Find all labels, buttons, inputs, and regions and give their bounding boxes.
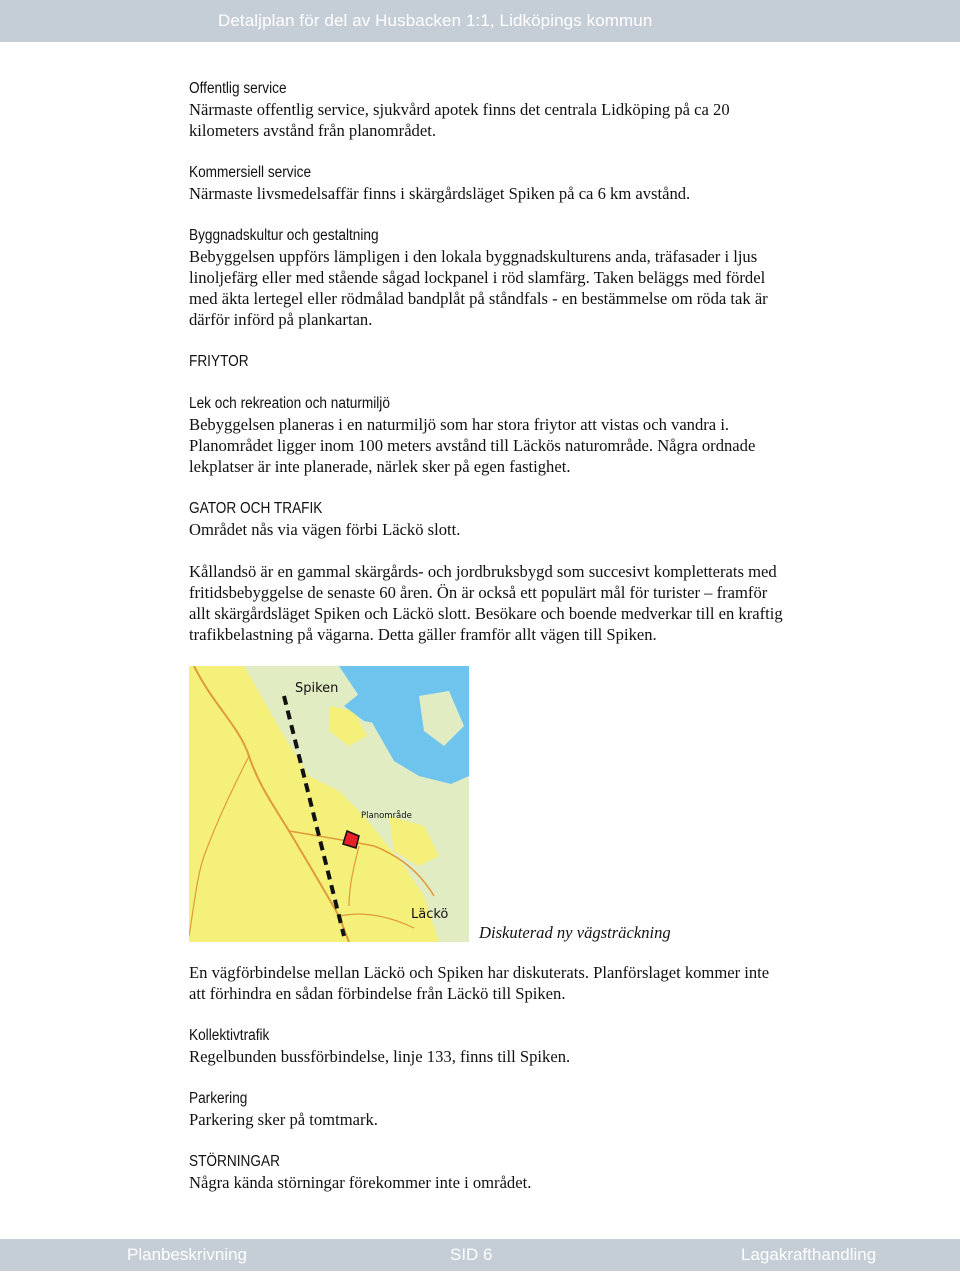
section-body: Bebyggelsen planeras i en naturmiljö som har stora friytor att vistas och vandra i. Planområdet ligger inom 100 meters avstånd till Läckös naturområde. Några ordnade lekplatser är inte planerade, närlek sker på egen fastighet. xyxy=(189,415,756,476)
footer-status: Lagakrafthandling xyxy=(741,1245,877,1264)
map-caption: Diskuterad ny vägsträckning xyxy=(479,923,671,942)
section-kollektivtrafik xyxy=(189,1025,789,1067)
section-body: En vägförbindelse mellan Läckö och Spiken har diskuterats. Planförslaget kommer inte att förhindra en sådan förbindelse från Läckö till Spiken. xyxy=(189,963,770,1003)
map-graphic xyxy=(189,666,469,942)
section-parkering xyxy=(189,1088,789,1130)
document-title: Detaljplan för del av Husbacken 1:1, Lidköpings kommun xyxy=(218,11,653,30)
section-lek-rekreation xyxy=(189,393,789,477)
section-heading: STÖRNINGAR xyxy=(189,1153,280,1170)
section-heading: Kollektivtrafik xyxy=(189,1027,270,1044)
map-label-planomrade: Planområde xyxy=(361,811,412,821)
footer-page-number: SID 6 xyxy=(450,1245,493,1264)
map-label-lacko: Läckö xyxy=(411,907,449,922)
map-label-spiken: Spiken xyxy=(295,681,339,696)
section-heading: Byggnadskultur och gestaltning xyxy=(189,227,379,244)
page-footer xyxy=(0,1239,960,1271)
section-heading: Parkering xyxy=(189,1090,248,1107)
section-body: Området nås via vägen förbi Läckö slott. xyxy=(189,520,461,539)
page-content xyxy=(189,78,789,1214)
section-storningar xyxy=(189,1151,789,1193)
section-body: Kållandsö är en gammal skärgårds- och jordbruksbygd som succesivt kompletterats med fritidsbebyggelse de senaste 60 åren. Ön är också ett populärt mål för turister – framför allt skärgårdsläget Spiken och Läckö slott. Besökare och boende medverkar till en kraftig trafikbelastning på vägarna. Detta gäller framför allt vägen till Spiken. xyxy=(189,562,783,644)
section-gator-trafik xyxy=(189,498,789,540)
page-header xyxy=(0,0,960,42)
section-heading: GATOR OCH TRAFIK xyxy=(189,500,323,517)
section-kallandso xyxy=(189,561,789,645)
section-friytor xyxy=(189,351,789,372)
footer-document-type: Planbeskrivning xyxy=(127,1245,248,1264)
section-offentlig-service xyxy=(189,78,789,141)
section-body: Parkering sker på tomtmark. xyxy=(189,1110,378,1129)
section-byggnadskultur xyxy=(189,225,789,330)
map-figure xyxy=(189,666,789,942)
section-body: Några kända störningar förekommer inte i området. xyxy=(189,1173,532,1192)
section-vagforbindelse xyxy=(189,962,789,1004)
section-heading: Kommersiell service xyxy=(189,164,312,181)
section-body: Närmaste livsmedelsaffär finns i skärgårdsläget Spiken på ca 6 km avstånd. xyxy=(189,184,691,203)
road-map xyxy=(189,666,469,942)
section-kommersiell-service xyxy=(189,162,789,204)
section-heading: Offentlig service xyxy=(189,80,287,97)
section-body: Bebyggelsen uppförs lämpligen i den lokala byggnadskulturens anda, träfasader i ljus linoljefärg eller med stående sågad lockpanel i röd slamfärg. Taken beläggs med fördel med äkta lertegel eller rödmålad bandplåt på ståndfals - en bestämmelse om röda tak är därför införd på plankartan. xyxy=(189,247,768,329)
section-heading: Lek och rekreation och naturmiljö xyxy=(189,395,390,412)
section-body: Regelbunden bussförbindelse, linje 133, finns till Spiken. xyxy=(189,1047,571,1066)
section-body: Närmaste offentlig service, sjukvård apotek finns det centrala Lidköping på ca 20 kilometers avstånd från planområdet. xyxy=(189,100,730,140)
section-heading: FRIYTOR xyxy=(189,353,249,370)
